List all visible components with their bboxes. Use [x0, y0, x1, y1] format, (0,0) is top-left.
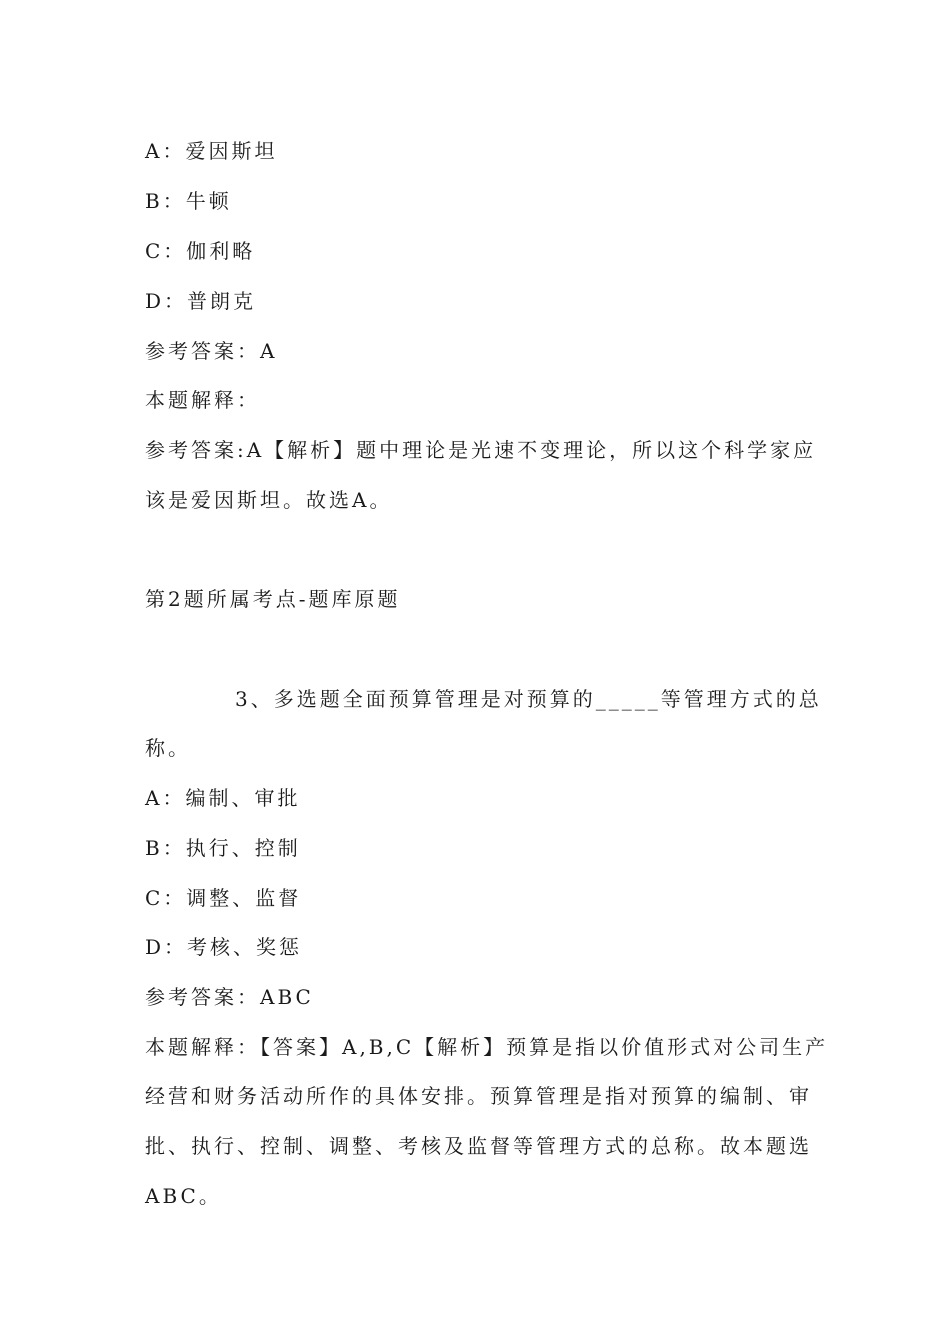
q3-explanation-line: 本题解释：【答案】A,B,C【解析】预算是指以价值形式对公司生产: [145, 1035, 829, 1059]
q3-answer: 参考答案：ABC: [145, 985, 314, 1009]
q3-question-line: 称。: [145, 736, 191, 760]
q2-option-b: B：牛顿: [145, 189, 232, 213]
q2-explanation-line: 参考答案:A【解析】题中理论是光速不变理论，所以这个科学家应: [145, 438, 817, 462]
q3-explanation-line: 批、执行、控制、调整、考核及监督等管理方式的总称。故本题选: [145, 1134, 812, 1158]
q2-option-a: A：爱因斯坦: [145, 139, 278, 163]
q2-topic: 第2题所属考点-题库原题: [145, 587, 401, 611]
q3-option-d: D：考核、奖惩: [145, 935, 303, 959]
q2-option-d: D：普朗克: [145, 289, 257, 313]
q3-option-b: B：执行、控制: [145, 836, 301, 860]
q3-explanation-line: ABC。: [145, 1184, 222, 1208]
q2-answer: 参考答案：A: [145, 339, 278, 363]
q3-question-line: 3、多选题全面预算管理是对预算的_____等管理方式的总: [235, 687, 822, 711]
q3-explanation-line: 经营和财务活动所作的具体安排。预算管理是指对预算的编制、审: [145, 1084, 812, 1108]
q2-explanation-line: 该是爱因斯坦。故选A。: [145, 488, 393, 512]
q3-option-a: A：编制、审批: [145, 786, 301, 810]
q3-option-c: C：调整、监督: [145, 886, 302, 910]
q2-explanation-label: 本题解释：: [145, 388, 260, 412]
q2-option-c: C：伽利略: [145, 239, 256, 263]
